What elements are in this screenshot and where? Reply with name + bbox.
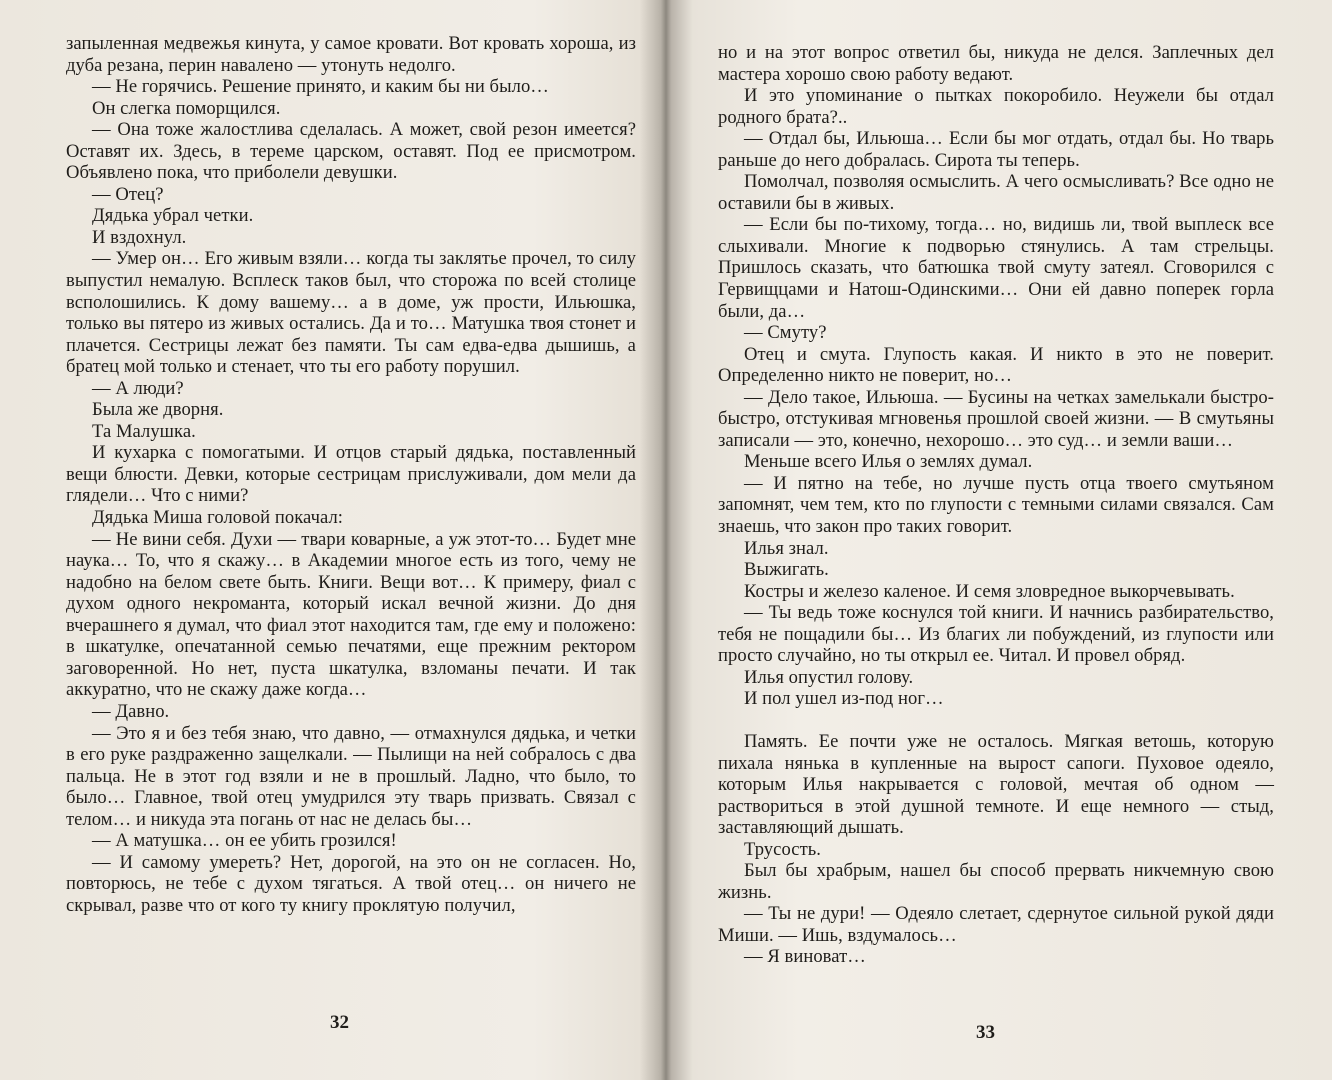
paragraph: — Не вини себя. Духи — твари коварные, а уж этот-то… Будет мне наука… То, что я скажу… в Академии многое есть из того, чему не надобно на белом свете быть. Книги. Вещи вот… К примеру, фиал с духом одного некроманта, который искал вечной жизни. До дня вчерашнего я думал, что фиал этот находится там, где ему и положено: в шкатулке, опечатанной семью печатями, еще прежним ректором заговоренной. Но нет, пуста шкатулка, взломаны печати. И так аккуратно, что не скажу даже когда… [66,528,636,701]
paragraph: Помолчал, позволяя осмыслить. А чего осмысливать? Все одно не оставили бы в живых. [718,171,1274,214]
paragraph: — Если бы по-тихому, тогда… но, видишь ли, твой выплеск все слыхивали. Многие к подворью стянулись. А там стрельцы. Пришлось сказать, что батюшка твой смуту затеял. Сговорился с Гервищцами и Натош-Одинскими… Они ей давно поперек горла были, да… [718,214,1274,322]
paragraph: — Я виноват… [744,946,866,968]
paragraph: — Смуту? [744,322,827,344]
paragraph: Отец и смута. Глупость какая. И никто в это не поверит. Определенно никто не поверит, но… [718,343,1274,387]
paragraph: Трусость. [744,838,821,860]
paragraph: — Давно. [92,700,170,722]
paragraph: И кухарка с помогатыми. И отцов старый дядька, поставленный вещи блюсти. Девки, которые сестрицам прислуживали, дом мели да глядели… Что с ними? [66,442,636,507]
paragraph: — Ты не дури! — Одеяло слетает, сдернутое сильной рукой дяди Миши. — Ишь, вздумалось… [718,903,1274,946]
paragraph: запыленная медвежья кинута, у самое кровати. Вот кровать хороша, из дуба резана, перин навалено — утонуть недолго. [66,33,636,76]
paragraph: — Дело такое, Ильюша. — Бусины на четках замелькали быстро-быстро, отстукивая мгновенья прошлой своей жизни. — В смутьяны записали — это, конечно, нехорошо… это суд… и земли ваши… [718,386,1274,451]
paragraph: Он слегка поморщился. [92,97,281,119]
paragraph: Была же дворня. [92,399,224,421]
paragraph: — Отдал бы, Ильюша… Если бы мог отдать, отдал бы. Но тварь раньше до него добралась. Сирота ты теперь. [718,128,1274,171]
right-page-text [718,42,1274,968]
paragraph: — Это я и без тебя знаю, что давно, — отмахнулся дядька, и четки в его руке раздраженно защелкали. — Пылищи на ней собралось с два пальца. Не в этот год взяли и не в прошлый. Ладно, что было, то было… Главное, твой отец умудрился эту тварь призвать. Связал с телом… и никуда эта погань от нас не делась бы… [66,722,636,830]
paragraph: Костры и железо каленое. И семя зловредное выкорчевывать. [744,580,1235,602]
paragraph: И вздохнул. [92,226,187,248]
paragraph: Выжигать. [744,559,829,581]
paragraph: — И пятно на тебе, но лучше пусть отца твоего смутьяном запомнят, чем тем, кто по глупости с темными силами связался. Сам знаешь, что закон про таких говорит. [718,472,1274,538]
page-number-left: 32 [330,1012,349,1033]
right-page [666,0,1332,1080]
paragraph: — Отец? [92,183,164,205]
paragraph: Дядька Миша головой покачал: [92,507,343,529]
paragraph: Та Малушка. [92,420,196,442]
paragraph: И пол ушел из-под ног… [744,688,944,710]
paragraph: Был бы храбрым, нашел бы способ прервать никчемную свою жизнь. [718,860,1274,903]
paragraph: — Умер он… Его живым взяли… когда ты заклятье прочел, то силу выпустил немалую. Всплеск таков был, что сторожа по всей столице всполошились. К дому вашему… а в доме, уж прости, Ильюшка, только вы пятеро из живых остались. Да и то… Матушка твоя стонет и плачется. Сестрицы лежат без памяти. Ты сам едва-едва дышишь, а братец мой только и стенает, что ты его работу порушил. [66,248,636,378]
paragraph: — Не горячись. Решение принято, и каким бы ни было… [92,76,549,98]
paragraph: Память. Ее почти уже не осталось. Мягкая ветошь, которую пихала нянька в купленные на вырост сапоги. Пуховое одеяло, которым Илья накрывается с головой, мечтая об одном — раствориться в этой душной темноте. И еще немного — стыд, заставляющий дышать. [718,730,1274,839]
paragraph: Дядька убрал четки. [92,205,254,227]
left-page-text [66,33,636,916]
paragraph: — Ты ведь тоже коснулся той книги. И начнись разбирательство, тебя не пощадили бы… Из благих ли побуждений, из глупости или просто случайно, но ты открыл ее. Читал. И провел обряд. [718,602,1274,667]
paragraph: Меньше всего Илья о землях думал. [744,451,1033,473]
paragraph: Илья знал. [744,537,829,559]
paragraph: — А люди? [92,377,184,399]
paragraph: И это упоминание о пытках покоробило. Неужели бы отдал родного брата?.. [718,85,1274,128]
paragraph: — Она тоже жалостлива сделалась. А может, свой резон имеется? Оставят их. Здесь, в тереме царском, оставят. Под ее присмотром. Объявлено пока, что приболели девушки. [66,119,636,184]
paragraph: Илья опустил голову. [744,666,914,688]
paragraph: но и на этот вопрос ответил бы, никуда не делся. Заплечных дел мастера хорошо свою работу ведают. [718,42,1274,85]
page-number-right: 33 [976,1022,995,1043]
paragraph: — А матушка… он ее убить грозился! [92,830,397,852]
paragraph: — И самому умереть? Нет, дорогой, на это он не согласен. Но, повторюсь, не тебе с духом тягаться. А твой отец… он ничего не скрывал, разве что от кого ту книгу проклятую получил, [66,851,636,916]
